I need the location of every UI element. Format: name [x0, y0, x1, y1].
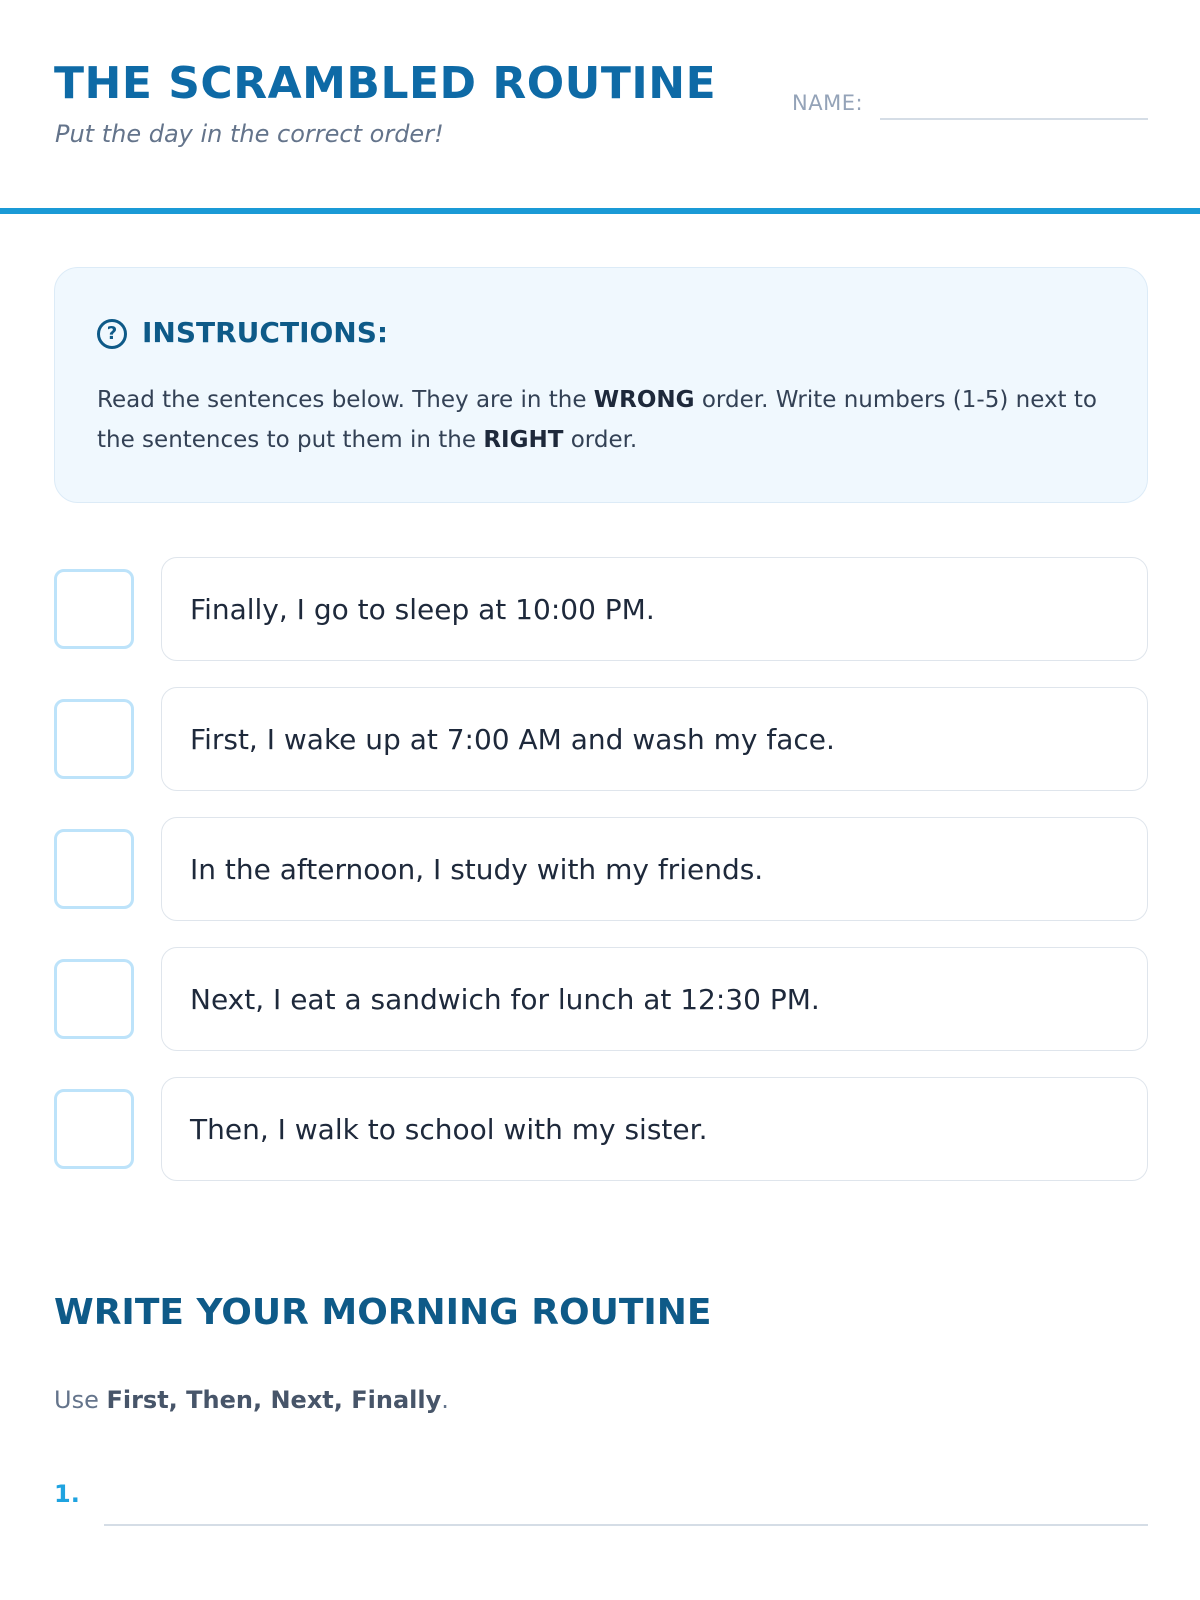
sentence-row	[54, 947, 1148, 1051]
sentence-list	[54, 557, 1148, 1207]
section-title: WRITE YOUR MORNING ROUTINE	[54, 1292, 712, 1333]
sentence-text: In the afternoon, I study with my friends.	[190, 853, 764, 886]
sentence-row	[54, 1077, 1148, 1181]
section-hint	[54, 1383, 449, 1417]
instructions-text	[97, 380, 1117, 460]
page-subtitle: Put the day in the correct order!	[55, 120, 444, 148]
instructions-text-part: order. Write numbers (1-5) next to the sentences to put them in the	[97, 387, 1097, 453]
answer-line-number: 1.	[54, 1480, 80, 1508]
sentence-row	[54, 687, 1148, 791]
sentence-text: Finally, I go to sleep at 10:00 PM.	[190, 593, 655, 626]
instructions-emphasis-right: RIGHT	[483, 427, 564, 453]
page-title: THE SCRAMBLED ROUTINE	[54, 58, 717, 109]
answer-line-input[interactable]	[104, 1524, 1148, 1526]
sentence-card	[161, 817, 1148, 921]
instructions-emphasis-wrong: WRONG	[593, 387, 695, 413]
sentence-row	[54, 557, 1148, 661]
sentence-card	[161, 557, 1148, 661]
sentence-row	[54, 817, 1148, 921]
order-number-box[interactable]	[54, 699, 134, 779]
name-field[interactable]	[880, 118, 1148, 120]
instructions-heading: INSTRUCTIONS:	[142, 316, 389, 349]
order-number-box[interactable]	[54, 829, 134, 909]
order-number-box[interactable]	[54, 569, 134, 649]
sentence-card	[161, 687, 1148, 791]
worksheet-header	[0, 0, 1200, 214]
hint-keywords: First, Then, Next, Finally	[106, 1386, 442, 1414]
hint-text: Use	[54, 1386, 107, 1414]
instructions-text-part: Read the sentences below. They are in the	[97, 387, 594, 413]
hint-text: .	[441, 1386, 449, 1414]
sentence-card	[161, 1077, 1148, 1181]
name-label: NAME:	[792, 91, 864, 115]
sentence-text: First, I wake up at 7:00 AM and wash my face.	[190, 723, 835, 756]
sentence-text: Then, I walk to school with my sister.	[190, 1113, 708, 1146]
order-number-box[interactable]	[54, 1089, 134, 1169]
question-circle-icon: ?	[97, 319, 127, 349]
order-number-box[interactable]	[54, 959, 134, 1039]
sentence-text: Next, I eat a sandwich for lunch at 12:30 PM.	[190, 983, 820, 1016]
instructions-panel	[54, 267, 1148, 503]
instructions-text-part: order.	[563, 427, 638, 453]
sentence-card	[161, 947, 1148, 1051]
